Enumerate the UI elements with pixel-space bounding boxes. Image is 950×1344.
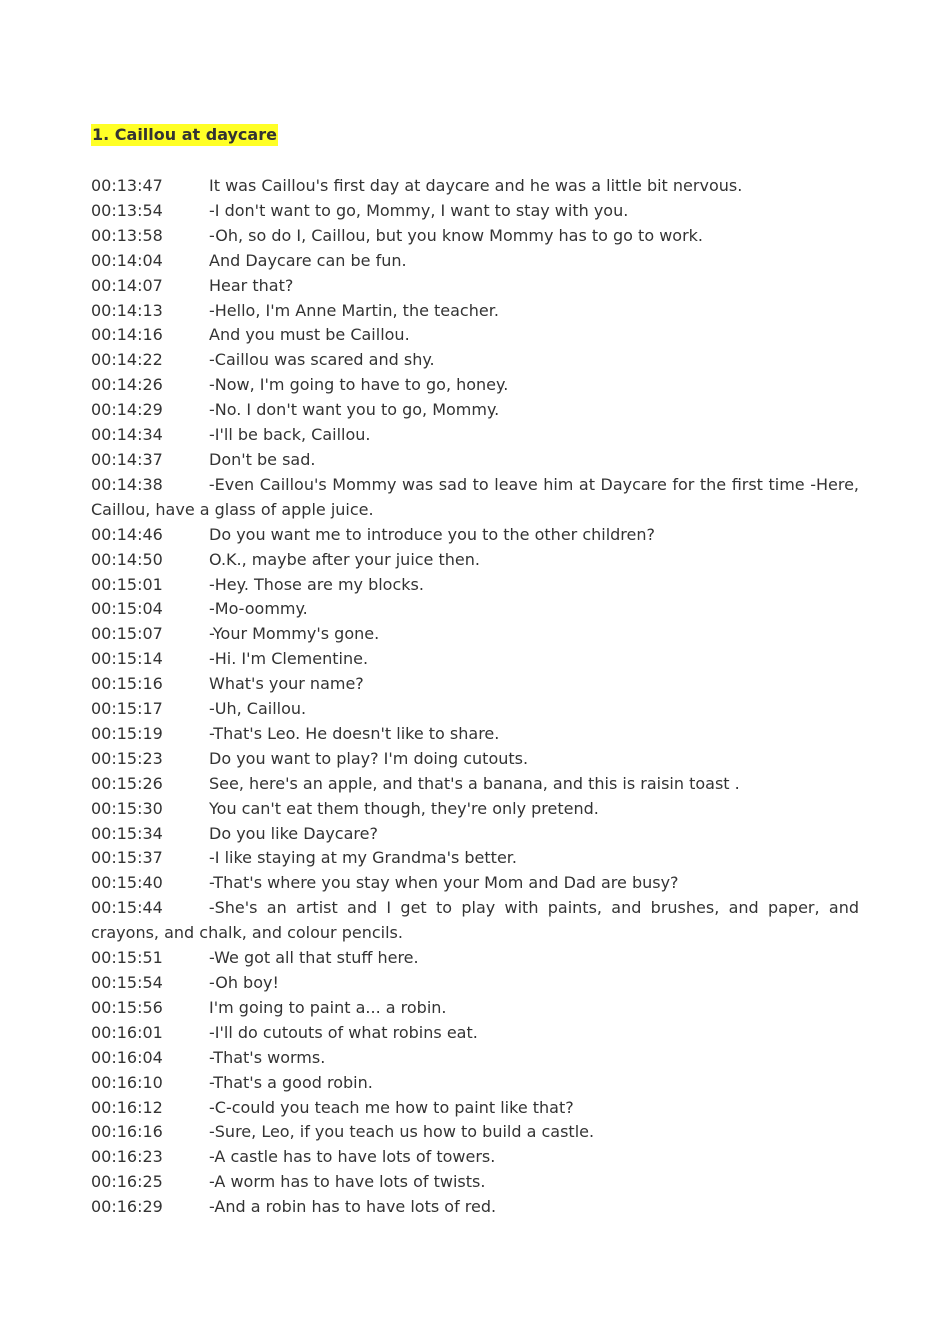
transcript-line <box>91 971 859 996</box>
timestamp: 00:15:14 <box>91 649 163 669</box>
dialogue-text: -Even Caillou's Mommy was sad to leave him at Daycare for the first time -Here, Caillou, have a glass of apple juice. <box>91 474 859 519</box>
transcript-line <box>91 697 859 722</box>
dialogue-text: And you must be Caillou. <box>209 325 410 345</box>
dialogue-text: You can't eat them though, they're only pretend. <box>209 798 599 818</box>
timestamp: 00:14:04 <box>91 250 163 270</box>
transcript-line <box>91 846 859 871</box>
timestamp: 00:15:01 <box>91 574 163 594</box>
timestamp: 00:15:34 <box>91 823 163 843</box>
timestamp: 00:15:54 <box>91 973 163 992</box>
transcript-line <box>91 1071 859 1096</box>
dialogue-text: -No. I don't want you to go, Mommy. <box>209 400 500 420</box>
transcript-line <box>91 423 859 448</box>
dialogue-text: -Hello, I'm Anne Martin, the teacher. <box>209 300 499 320</box>
timestamp: 00:13:54 <box>91 200 163 220</box>
timestamp: 00:13:47 <box>91 176 163 195</box>
timestamp: 00:15:04 <box>91 599 163 619</box>
dialogue-text: -Hey. Those are my blocks. <box>209 574 424 594</box>
dialogue-text: -That's where you stay when your Mom and Dad are busy? <box>209 873 679 893</box>
transcript-line <box>91 249 859 274</box>
timestamp: 00:13:58 <box>91 225 163 245</box>
dialogue-text: -Oh boy! <box>209 973 279 992</box>
dialogue-text: Do you want to play? I'm doing cutouts. <box>209 748 529 768</box>
dialogue-text: Don't be sad. <box>209 449 316 469</box>
document-page <box>91 124 859 1220</box>
timestamp: 00:14:29 <box>91 400 163 420</box>
transcript-line <box>91 822 859 847</box>
dialogue-text: -Mo-oommy. <box>209 599 308 619</box>
dialogue-text: -That's worms. <box>209 1047 326 1067</box>
timestamp: 00:15:51 <box>91 948 163 968</box>
timestamp: 00:16:23 <box>91 1147 163 1167</box>
timestamp: 00:16:16 <box>91 1122 163 1142</box>
dialogue-text: -Sure, Leo, if you teach us how to build a castle. <box>209 1122 595 1142</box>
transcript-line <box>91 323 859 348</box>
transcript-line <box>91 797 859 822</box>
dialogue-text: -Uh, Caillou. <box>209 699 307 719</box>
timestamp: 00:15:07 <box>91 624 163 644</box>
transcript-line <box>91 523 859 548</box>
transcript-line <box>91 573 859 598</box>
timestamp: 00:16:04 <box>91 1047 163 1067</box>
transcript-line <box>91 747 859 772</box>
transcript-line <box>91 896 859 946</box>
dialogue-text: What's your name? <box>209 674 364 694</box>
dialogue-text: -We got all that stuff here. <box>209 948 419 968</box>
dialogue-text: -I'll do cutouts of what robins eat. <box>209 1022 478 1042</box>
dialogue-text: -That's Leo. He doesn't like to share. <box>209 723 500 743</box>
transcript-line <box>91 1195 859 1220</box>
timestamp: 00:14:13 <box>91 300 163 320</box>
transcript-list <box>91 174 859 1220</box>
dialogue-text: -C-could you teach me how to paint like that? <box>209 1097 574 1117</box>
transcript-line <box>91 224 859 249</box>
dialogue-text: -And a robin has to have lots of red. <box>209 1197 497 1217</box>
transcript-line <box>91 299 859 324</box>
timestamp: 00:15:40 <box>91 873 163 893</box>
transcript-line <box>91 348 859 373</box>
dialogue-text: -Hi. I'm Clementine. <box>209 649 369 669</box>
timestamp: 00:16:10 <box>91 1072 163 1092</box>
timestamp: 00:14:16 <box>91 325 163 345</box>
timestamp: 00:14:22 <box>91 350 163 370</box>
timestamp: 00:14:46 <box>91 524 163 544</box>
transcript-line <box>91 398 859 423</box>
timestamp: 00:15:16 <box>91 674 163 694</box>
timestamp: 00:16:01 <box>91 1022 163 1042</box>
transcript-line <box>91 647 859 672</box>
timestamp: 00:15:37 <box>91 848 163 868</box>
transcript-line <box>91 1021 859 1046</box>
timestamp: 00:15:17 <box>91 699 163 719</box>
dialogue-text: -She's an artist and I get to play with paints, and brushes, and paper, and crayons, and chalk, and colour pencils. <box>91 898 859 943</box>
timestamp: 00:15:19 <box>91 723 163 743</box>
transcript-line <box>91 597 859 622</box>
timestamp: 00:16:29 <box>91 1197 163 1217</box>
transcript-line <box>91 1096 859 1121</box>
transcript-line <box>91 1145 859 1170</box>
transcript-line <box>91 448 859 473</box>
dialogue-text: -Caillou was scared and shy. <box>209 350 435 370</box>
transcript-line <box>91 274 859 299</box>
dialogue-text: O.K., maybe after your juice then. <box>209 549 480 569</box>
dialogue-text: Do you like Daycare? <box>209 823 378 843</box>
dialogue-text: Do you want me to introduce you to the other children? <box>209 524 656 544</box>
timestamp: 00:16:12 <box>91 1097 163 1117</box>
dialogue-text: -I don't want to go, Mommy, I want to stay with you. <box>209 200 629 220</box>
dialogue-text: -A worm has to have lots of twists. <box>209 1172 486 1192</box>
transcript-line <box>91 996 859 1021</box>
transcript-line <box>91 1046 859 1071</box>
dialogue-text: -Now, I'm going to have to go, honey. <box>209 375 509 395</box>
timestamp: 00:16:25 <box>91 1172 163 1192</box>
timestamp: 00:15:26 <box>91 773 163 793</box>
dialogue-text: -Your Mommy's gone. <box>209 624 380 644</box>
transcript-line <box>91 1120 859 1145</box>
timestamp: 00:14:38 <box>91 474 163 494</box>
timestamp: 00:14:07 <box>91 275 163 295</box>
section-title: 1. Caillou at daycare <box>92 125 277 144</box>
dialogue-text: And Daycare can be fun. <box>209 250 407 270</box>
transcript-line <box>91 722 859 747</box>
timestamp: 00:15:56 <box>91 997 163 1017</box>
dialogue-text: I'm going to paint a... a robin. <box>209 997 447 1017</box>
transcript-line <box>91 548 859 573</box>
timestamp: 00:14:26 <box>91 375 163 395</box>
dialogue-text: See, here's an apple, and that's a banana, and this is raisin toast . <box>209 773 740 793</box>
dialogue-text: It was Caillou's first day at daycare and he was a little bit nervous. <box>209 176 743 195</box>
transcript-line <box>91 1170 859 1195</box>
dialogue-text: Hear that? <box>209 275 294 295</box>
transcript-line <box>91 174 859 199</box>
transcript-line <box>91 672 859 697</box>
dialogue-text: -I like staying at my Grandma's better. <box>209 848 517 868</box>
timestamp: 00:14:34 <box>91 425 163 445</box>
transcript-line <box>91 622 859 647</box>
timestamp: 00:14:50 <box>91 549 163 569</box>
timestamp: 00:14:37 <box>91 449 163 469</box>
timestamp: 00:15:44 <box>91 898 163 918</box>
transcript-line <box>91 373 859 398</box>
transcript-line <box>91 199 859 224</box>
transcript-line <box>91 473 859 523</box>
dialogue-text: -Oh, so do I, Caillou, but you know Mommy has to go to work. <box>209 225 703 245</box>
transcript-line <box>91 772 859 797</box>
timestamp: 00:15:23 <box>91 748 163 768</box>
timestamp: 00:15:30 <box>91 798 163 818</box>
dialogue-text: -I'll be back, Caillou. <box>209 425 371 445</box>
transcript-line <box>91 946 859 971</box>
transcript-line <box>91 871 859 896</box>
dialogue-text: -A castle has to have lots of towers. <box>209 1147 496 1167</box>
dialogue-text: -That's a good robin. <box>209 1072 373 1092</box>
